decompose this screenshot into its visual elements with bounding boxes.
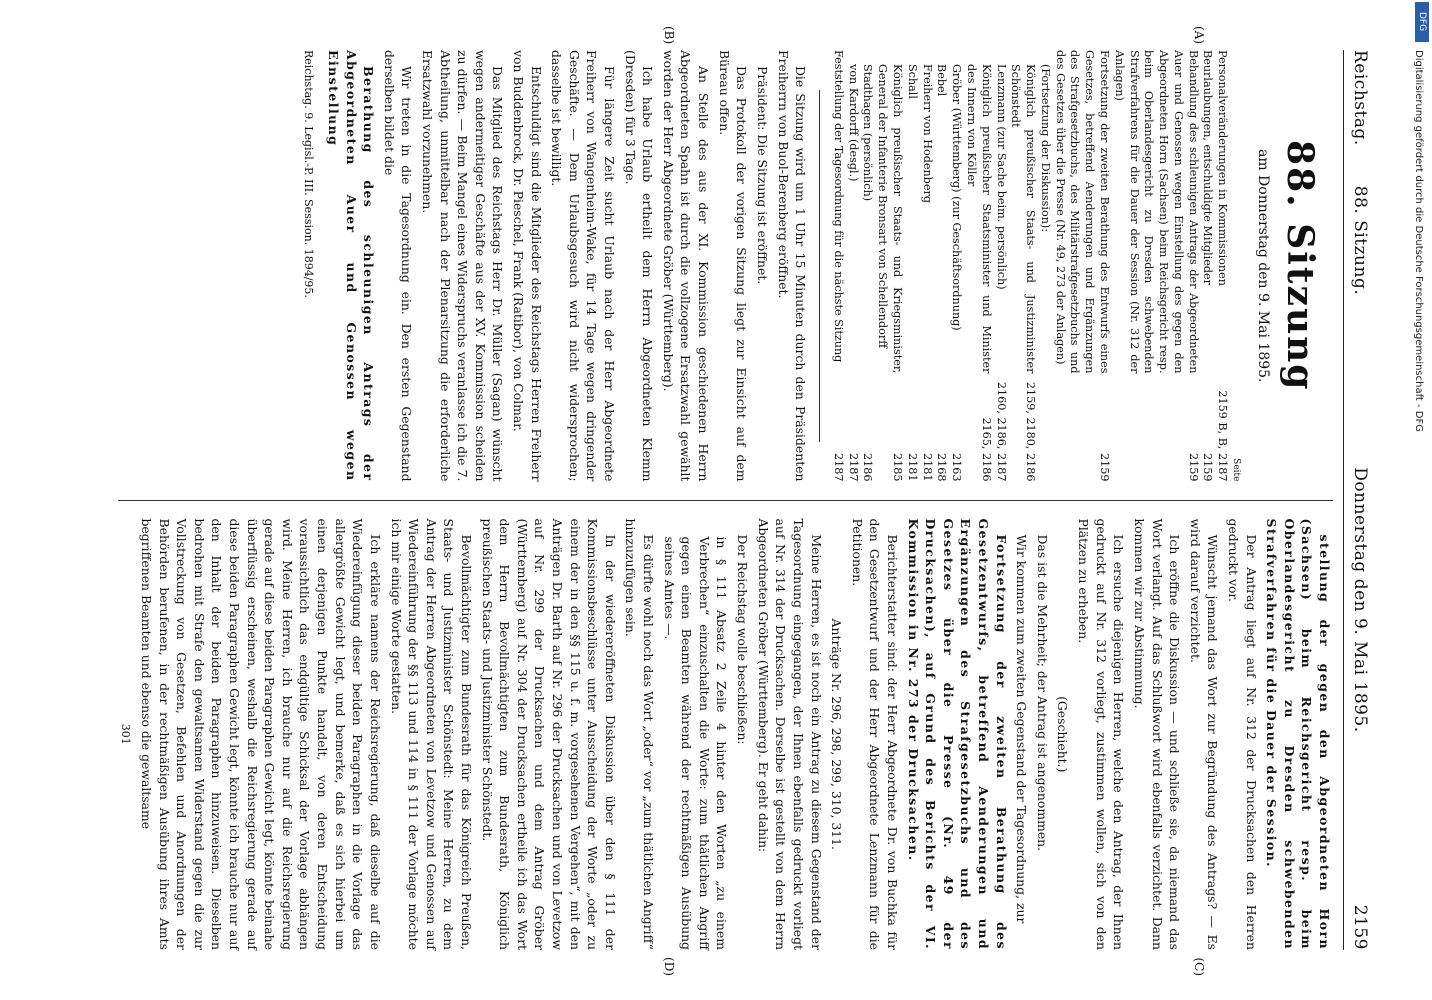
toc-entry (845, 50, 860, 482)
paragraph: An Stelle des aus der XI. Kommission geschiedenen Herrn Abgeordneten Spahn ist durch die vollzogene Ersatzwahl gewählt worden der Herr Abgeordnete Gröber (Württemberg). (660, 50, 712, 482)
left-column (118, 50, 1333, 482)
toc-entry-text: Personalveränderungen in Kommissionen (1216, 50, 1230, 286)
toc-entry-page: 2159 (1098, 453, 1111, 482)
paragraph: Meine Herren, es ist noch ein Antrag zu diesem Gegenstand der Tagesordnung eingegangen, der Ihnen ebenfalls gedruckt vorliegt auf Nr. 314 der Drucksachen. Derselbe ist gestellt von dem Herrn Abgeordneten Gröber (Württemberg). Er geht dahin: (755, 518, 824, 950)
column-divider (118, 500, 1333, 501)
toc-entry-text: Gröber (Württemberg) (zur Geschäftsordnung) (950, 64, 964, 331)
toc-entry-page: 2159 (1186, 453, 1200, 482)
toc-entry (963, 50, 993, 482)
paragraph: (Geschieht.) (1055, 696, 1071, 773)
digitization-note (1412, 50, 1428, 950)
margin-mark-a: (A) (1192, 26, 1206, 45)
table-of-contents (830, 50, 1229, 482)
toc-entry (948, 50, 963, 482)
paragraph: Es dürfte wohl noch das Wort „oder“ vor „zum thätlichen Angriff“ hinzuzufügen sein. (623, 518, 657, 950)
margin-mark-b: (B) (662, 26, 676, 45)
toc-entry-text: Lenzmann (zur Sache beim. persönlich) (994, 64, 1008, 290)
toc-entry (1214, 50, 1229, 482)
toc-entry-page: 2181 (905, 453, 919, 482)
toc-entry (830, 50, 845, 482)
paragraph: Präsident: Die Sitzung ist eröffnet. (754, 66, 770, 285)
session-title: 88. Sitzung (1279, 140, 1321, 392)
header-date: Donnerstag den 9. Mai 1895. (1350, 467, 1370, 733)
paragraph: Das Protokoll der vorigen Sitzung liegt zur Einsicht auf dem Büreau offen. (716, 50, 750, 482)
bottom-page-number: 301 (119, 723, 133, 745)
toc-entry (993, 50, 1008, 482)
page-header (1343, 50, 1370, 950)
toc-entry (934, 50, 949, 482)
toc-page-label: Seite (1231, 458, 1242, 482)
dfg-logo: DFG (1415, 2, 1429, 42)
toc-entry-text: Königlich preußischer Staatsminister und Minister des Innern von Köller (964, 64, 993, 374)
toc-entry (1052, 50, 1111, 482)
toc-entry (904, 50, 919, 482)
paragraph: Berichterstatter sind: der Herr Abgeordnete Dr. von Buchka für den Gesetzentwurf und der Herr Abgeordnete Lenzmann für die Petitionen. (849, 518, 900, 950)
paragraph: Für längere Zeit sucht Urlaub nach der Herr Abgeordnete Freiherr von Wangenheim-Wake, für 14 Tage wegen dringender Geschäfte. — Dem Urlaubsgesuch wird nicht widersprochen; dasselbe ist bewilligt. (549, 50, 618, 482)
toc-entry-text: Behandlung des schleunigen Antrags der Abgeordneten Auer und Genossen wegen Einstellung des gegen den Abgeordneten Horn (Sachsen) beim Reichsgericht resp. beim Oberlandesgericht zu Dresden schwebenden Strafverfahrens für die Dauer der Session (Nr. 312 der Anlagen) (1112, 50, 1200, 374)
toc-entry-text: Freiherr von Hodenberg (920, 64, 934, 203)
paragraph: Der Antrag liegt auf Nr. 312 der Drucksachen den Herren gedruckt vor. (1225, 518, 1259, 950)
paragraph: Wir treten in die Tagesordnung ein. Den ersten Gegenstand derselben bildet die (381, 50, 415, 482)
toc-entry-page: 2159, 2180, 2186 (1024, 381, 1038, 482)
right-body-text (137, 519, 1333, 951)
two-column-body (118, 50, 1333, 950)
paragraph: Berathung des schleunigen Antrags der Abgeordneten Auer und Genossen wegen Einstellung (325, 50, 377, 482)
toc-entry (1037, 50, 1052, 482)
toc-entry-text: Bebel (935, 64, 949, 97)
header-reichstag: Reichstag. (1350, 50, 1370, 146)
paragraph: Das Mitglied des Reichstags Herr Dr. Müller (Sagan) wünscht wegen andermeitiger Geschäfte aus der XV. Kommission scheiden zu dürfen. — Beim Mangel eines Widerspruchs veranlasse ich die 7. Abtheilung, unmittelbar nach der Plenarsitzung die erforderliche Ersatzwahl vorzunehmen. (419, 50, 506, 482)
right-column (118, 519, 1333, 951)
toc-entry-text: Schall (905, 64, 919, 99)
paragraph: Der Reichstag wolle beschließen: (735, 534, 751, 745)
left-body-text (324, 50, 809, 482)
toc-entry (919, 50, 934, 482)
toc-entry-text: Feststellung der Tagesordnung für die nächste Sitzung (831, 50, 845, 363)
paragraph: Die Sitzung wird um 1 Uhr 15 Minuten durch den Präsidenten Freiherrn von Buol-Berenberg eröffnet. (775, 50, 809, 482)
toc-entry-text: (Fortsetzung der Diskussion): (1038, 64, 1052, 233)
toc-entry (1008, 50, 1038, 482)
paragraph: Ich erkläre namens der Reichsregierung, daß dieselbe auf die Wiedereinfügung dieser beiden Paragraphen in die Vorlage das allergrößte Gewicht legt, und bemerke, daß es sich hierbei um einen derjenigen Punkte handelt, von deren Entscheidung voraussichtlich das endgültige Schicksal der Vorlage abhängen wird. Meine Herren, ich brauche nur auf die Reichsregierung gerade auf diese beiden Paragraphen Gewicht legt, könnte beinahe überflüssig erscheinen, weshalb die Reichsregierung gerade auf diese beiden Paragraphen Gewicht legt, könnte ich brauche nur auf den Inhalt der beiden Paragraphen hinzuweisen. Dieselben bedrohen mit Strafe den gewaltsamen Widerstand gegen die zur Vollstreckung von Gesetzen, Befehlen und Anordnungen der Behörden berufenen, in der rechtmäßigen Ausübung ihres Amts begriffenen Beamten und ebenso die gewaltsame (139, 518, 383, 950)
toc-entry-text: Beurlaubungen, entschuldigte Mitglieder (1201, 50, 1215, 286)
toc-entry-page: 2159 B, B, 2187 (1216, 390, 1230, 482)
paragraph: Ich eröffne die Diskussion — und schließe sie, da niemand das Wort verlangt. Auf das Schlußwort wird ebenfalls verzichtet. Dann kommen wir zur Abstimmung. (1131, 518, 1183, 950)
toc-entry-page: 2181 (920, 453, 934, 482)
session-subtitle: am Donnerstag den 9. Mai 1895. (1254, 148, 1271, 383)
toc-entry (875, 50, 905, 482)
toc-entry-text: Stadthagen (persönlich) (861, 64, 875, 202)
toc-entry (1200, 50, 1215, 482)
toc-entry-text: Königlich preußischer Staats- und Justizminister Schönstedt (1009, 64, 1038, 374)
toc-entry-text: Königlich preußischer Staats- und Kriegsminister, General der Infanterie Bronsart von Schellendorff (876, 64, 905, 374)
footer-note: Reichstag. 9. Legisl.-P. III. Session. 1894/95. (302, 50, 316, 298)
header-session: 88. Sitzung. (1350, 185, 1370, 296)
paragraph: Das ist die Mehrheit; der Antrag ist angenommen. (1034, 534, 1050, 852)
paragraph: Fortsetzung der zweiten Berathung des Gesetzentwurfs, betreffend Aenderungen und Ergänzungen des Strafgesetzbuchs und des Gesetzes über die Presse (Nr. 49 der Drucksachen), auf Grund des Berichts der VI. Kommission in Nr. 273 der Drucksachen. (905, 518, 1009, 950)
paragraph: in § 111 Absatz 2 Zeile 4 hinter den Worten „zu einem Verbrechen“ einzuschalten die Worte: zum thätlichen Angriff gegen einen Beamten während der rechtmäßigen Ausübung seines Amtes —. (661, 536, 730, 950)
paragraph: stellung der gegen den Abgeordneten Horn (Sachsen) beim Reichsgericht resp. beim Oberlandesgericht zu Dresden schwebenden Strafverfahren für die Dauer der Session. (1264, 518, 1332, 950)
divider (819, 90, 820, 442)
paragraph: Entschuldigt sind die Mitglieder des Reichstags Herren Freiherr von Buddenbrock, Dr. Pieschel, Frank (Ratibor), von Colmar. (511, 50, 544, 482)
header-page-number: 2159 (1350, 904, 1370, 950)
paragraph: Anträge Nr. 296, 298, 299, 310, 311. (829, 618, 845, 850)
margin-mark-d: (D) (662, 957, 676, 976)
scanned-page (36, 20, 1396, 980)
toc-entry (1111, 50, 1200, 482)
toc-entry-page: 2185 (891, 453, 905, 482)
paragraph: Ich ersuche diejenigen Herren, welche den Antrag, der Ihnen gedruckt auf Nr. 312 vorliegt, zustimmen wollen, sich von den Plätzen zu erheben. (1076, 518, 1127, 950)
paragraph: Wünscht jemand das Wort zur Begründung des Antrags? — Es wird darauf verzichtet. (1187, 518, 1221, 950)
margin-mark-c: (C) (1192, 957, 1206, 976)
toc-entry-page: 2160, 2186, 2187 (994, 381, 1008, 482)
toc-entry-text: Fortsetzung der zweiten Berathung des Entwurfs eines Gesetzes, betreffend Aenderungen und Ergänzungen des Strafgesetzbuchs, des Militärstrafgesetzbuchs und des Gesetzes über die Presse (Nr. 49, 273 der Anlagen) (1053, 50, 1111, 374)
toc-entry-page: 2159 (1201, 453, 1215, 482)
toc-entry-page: 2165, 2186 (979, 417, 993, 482)
paragraph: Wir kommen zum zweiten Gegenstand der Tagesordnung, zur (1014, 534, 1030, 924)
toc-entry-page: 2168 (935, 453, 949, 482)
paragraph: Bevollmächtigter zum Bundesrath für das Königreich Preußen, Staats- und Justizminister Schönstedt: Meine Herren, zu dem Antrag der Herren Abgeordneten von Levetzow und Genossen auf Wiedereinführung der §§ 113 und 114 in § 111 der Vorlage möchte ich mir einige Worte gestatten. (388, 518, 474, 950)
paragraph: Ich habe Urlaub ertheilt dem Herrn Abgeordneten Klemm (Dresden) für 3 Tage. (622, 50, 656, 482)
paragraph: In der wiedereröffneten Diskussion über den § 111 der Kommissionsbeschlüsse unter Ausscheidung der Worte „oder zu einem der in den §§ 115 u. f. m. vorgesehenen Vergehen“, mit den Anträgen Dr. Barth auf Nr. 296 der Drucksachen und von Levetzow auf Nr. 299 der Drucksachen und dem Antrag Gröber (Württemberg) auf Nr. 304 der Drucksachen ertheile ich das Wort dem Herrn Bevollmächtigten zum Bundesrath, Königlich preußischen Staats- und Justizminister Schönstedt. (479, 518, 618, 950)
toc-entry (860, 50, 875, 482)
toc-entry-page: 2163 (950, 453, 964, 482)
toc-entry-page: 2186 (861, 453, 875, 482)
toc-entry-page (1037, 374, 1052, 482)
toc-entry-page: 2187 (831, 453, 845, 482)
digitization-note-text: Digitalisierung gefördert durch die Deutsche Forschungsgemeinschaft - DFG (1413, 50, 1424, 433)
toc-entry-text: von Kardorff (desgl.) (846, 64, 860, 182)
toc-entry-page: 2187 (846, 453, 860, 482)
